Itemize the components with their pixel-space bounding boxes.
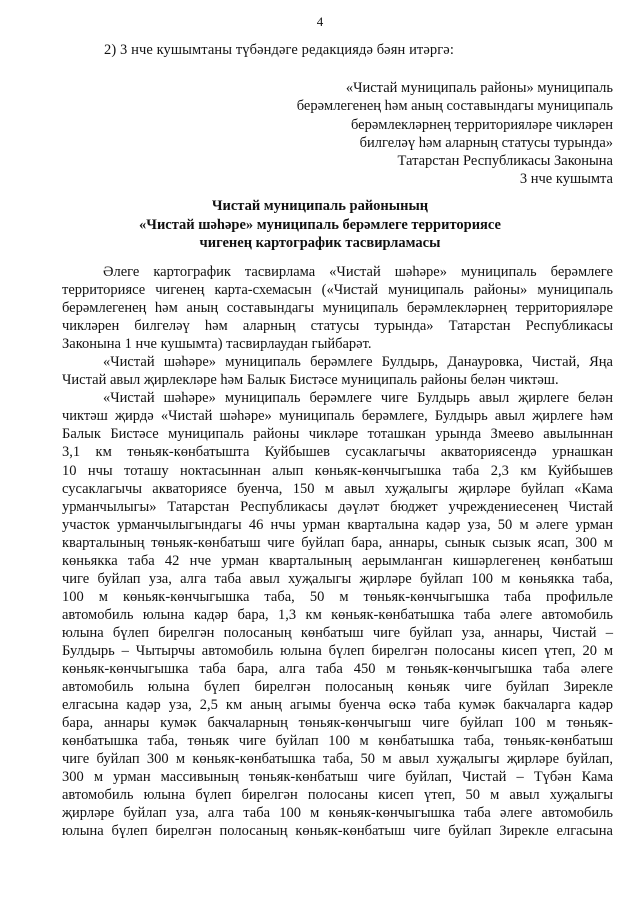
appendix-header-line: берәмлегенең һәм аның составындагы муниципаль bbox=[296, 98, 613, 115]
text-line: чиге буйлап уза, алга таба авыл хуҗалыгы җирләре буйлап 100 м көньякка таба, bbox=[62, 570, 613, 587]
text-line: территориясе чигенең карта-схемасын («Чистай муниципаль районы» муниципаль bbox=[62, 282, 613, 299]
text-line: елгасына кадәр уза, 2,5 км аның агымы буенча өскә таба кумәк бакчаларга кадәр bbox=[62, 697, 613, 714]
paragraph-intro bbox=[62, 263, 613, 353]
text-line: Законына 1 нче кушымта) тасвирлаудан гыйбарәт. bbox=[62, 336, 372, 353]
appendix-header-line: берәмлекләрнең территорияләре чикләрен bbox=[350, 116, 613, 133]
text-line: берәмлегенең һәм аның составындагы муниципаль берәмлекләрнең территорияләре bbox=[62, 300, 613, 317]
text-line: участок урманчылыгындагы 46 нчы урман кварталына кадәр уза, 50 м әлеге урман bbox=[62, 516, 613, 533]
appendix-header-line: билгеләү һәм аларның статусы турында» bbox=[359, 134, 613, 151]
text-line: юлына бүлеп бирелгән полосаның көньяк-көнбатыш чиге буйлап Зирекле елгасына bbox=[62, 823, 613, 840]
text-line: чикләрен билгеләү һәм аларның статусы турында» Татарстан Республикасы bbox=[62, 318, 613, 335]
appendix-header-line: 3 нче кушымта bbox=[519, 171, 613, 188]
text-line: «Чистай шәһәре» муниципаль берәмлеге Булдырь, Данауровка, Чистай, Яңа bbox=[103, 354, 613, 371]
title-line: чигенең картографик тасвирламасы bbox=[199, 235, 441, 251]
text-line: Әлеге картографик тасвирлама «Чистай шәһәре» муниципаль берәмлеге bbox=[103, 264, 613, 280]
text-line: көнбатышка таба, төньяк чиге буйлап 100 м көнбатышка таба, төньяк-көнбатыш bbox=[62, 733, 613, 750]
appendix-header-block bbox=[297, 79, 613, 189]
text-line: көньякка таба 42 нче урман кварталының аерымланган кишәрлегенең көнбатыш bbox=[62, 552, 613, 569]
text-line: бара, аннары кумәк бакчаларның төньяк-көнчыгыш чиге буйлап 100 м төньяк- bbox=[62, 715, 613, 732]
text-line: чиге буйлап 300 м көньяк-көнбатышка таба, 50 м авыл хуҗалыгы җирләре буйлап, bbox=[62, 751, 613, 768]
appendix-header-line: «Чистай муниципаль районы» муниципаль bbox=[345, 80, 613, 96]
appendix-header-line: Татарстан Республикасы Законына bbox=[397, 153, 613, 170]
text-line: чиктәш җирдә «Чистай шәһәре» муниципаль берәмлеге, Булдырь авыл җирлеге һәм bbox=[62, 408, 613, 425]
paragraph-boundary-description bbox=[62, 389, 613, 840]
text-line: Чистай авыл җирлекләре һәм Балык Бистәсе муниципаль районы белән чиктәш. bbox=[62, 372, 559, 389]
text-line: 100 м көньяк-көнчыгышка таба, 50 м төньяк-көнчыгышка таба профильле bbox=[62, 588, 613, 605]
title-line: «Чистай шәһәре» муниципаль берәмлеге территориясе bbox=[139, 216, 501, 233]
text-line: 300 м урман массивының төньяк-көнбатыш чиге буйлап, Чистай – Түбән Кама bbox=[62, 769, 613, 786]
text-line: 3,1 км төньяк-көнбатышта Куйбышев сусаклагычы акваториясендә урнашкан bbox=[62, 444, 613, 461]
text-line: урманчылыгы» Татарстан Республикасы дәүләт бюджет учреждениесенең Чистай bbox=[62, 498, 613, 515]
paragraph-neighbors bbox=[62, 353, 613, 389]
text-line: җирләре буйлап уза, алга таба 100 м көньяк-көнчыгышка таба әлеге автомобиль bbox=[62, 805, 613, 822]
text-line: автомобиль юлына кадәр бара, 1,3 км көньяк-көнбатышка таба әлеге автомобиль bbox=[62, 606, 613, 623]
page-number: 4 bbox=[316, 14, 324, 29]
text-line: кварталының төньяк-көнбатыш чиге буйлап бара, аннары, сынык сызык ясап, 300 м bbox=[62, 534, 613, 551]
text-line: 10 нчы тоташу ноктасыннан алып көньяк-көнчыгышка таба 2,3 км Куйбышев bbox=[62, 462, 613, 479]
text-line: Балык Бистәсе муниципаль районы чикләре тоташкан урында Змеево авылыннан bbox=[62, 426, 613, 443]
text-line: Булдырь – Чытырчы автомобиль юлына бүлеп бирелгән полосаны кисеп үтеп, 20 м bbox=[62, 642, 613, 659]
text-line: сусаклагычы акваториясе буенча, 150 м авыл хуҗалыгы җирләре буйлап «Кама bbox=[62, 480, 613, 497]
text-line: көньяк-көнчыгышка таба бара, алга таба 450 м төньяк-көнчыгышка таба әлеге bbox=[62, 661, 613, 678]
text-line: автомобиль юлына бүлеп бирелгән полосаның көньяк чиге буйлап Зирекле bbox=[62, 679, 613, 696]
text-line: юлына бүлеп бирелгән полосаның көнбатыш чиге буйлап уза, аннары, Чистай – bbox=[62, 624, 613, 641]
amendment-instruction: 2) 3 нче кушымтаны түбәндәге редакциядә бәян итәргә: bbox=[104, 42, 454, 58]
document-title bbox=[0, 197, 640, 253]
body-text bbox=[62, 263, 613, 841]
text-line: автомобиль юлына бүлеп бирелгән полосаны кисеп үтеп, 50 м авыл хуҗалыгы bbox=[62, 787, 613, 804]
text-line: «Чистай шәһәре» муниципаль берәмлеге чиге Булдырь авыл җирлеге белән bbox=[103, 390, 613, 407]
title-line: Чистай муниципаль районының bbox=[211, 198, 429, 214]
